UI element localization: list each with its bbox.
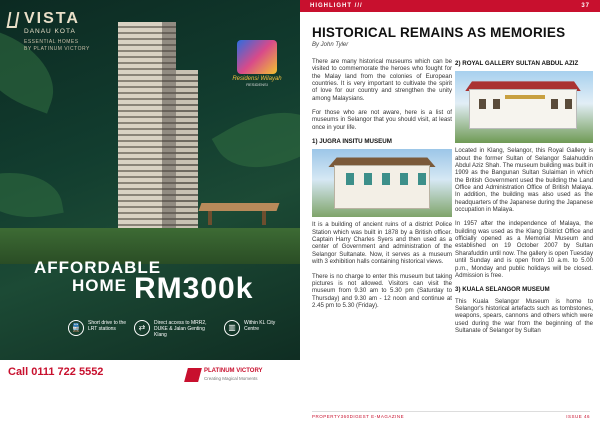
city-icon: ▥ <box>224 320 240 336</box>
platinum-victory-icon <box>184 368 202 382</box>
road-icon: ⇄ <box>134 320 150 336</box>
palm-leaf-decor <box>212 89 300 191</box>
vista-logo <box>10 10 90 52</box>
intro-paragraph: There are many historical museums which can be visited to commemorate the heroes who fought for the Malay land from the colonies of European countries. It is very important to cultivate the spirit of love for our country and strengthen the unity among Malaysians. <box>312 58 452 102</box>
page-footer <box>312 411 590 419</box>
body-paragraph: Located in Klang, Selangor, this Royal Gallery is about the former Sultan of Selangor Salahuddin Abdul Aziz Shah. The museum building was built in 1909 as the Bangunan Sultan Sulaiman in which the British Government used the building the Land Office and Administration Office of British Malaya. In addition, the building was also used as the headquarters of the Japanese during the Japanese occupation in Malaya. <box>455 147 593 214</box>
ad-footer <box>0 360 300 424</box>
call-number[interactable]: Call 0111 722 5552 <box>8 366 104 378</box>
section-heading: 1) JUGRA INSITU MUSEUM <box>312 138 392 146</box>
intro-paragraph: For those who are not aware, here is a list of museums in Selangor that you should visit, at least once in your life. <box>312 109 452 131</box>
feature-text: Direct access to MRR2, DUKE & Jalan Genting Klang <box>154 320 207 338</box>
residensi-logo-subtext: RESIDENSI <box>246 82 268 87</box>
article-column-2 <box>455 58 593 341</box>
brand-subname: DANAU KOTA <box>24 28 76 35</box>
body-paragraph: There is no charge to enter this museum but taking pictures is not allowed. Visitors can visit the museum from 9.30 am to 5.30 pm (Saturday to Thursday) and 9.30 am - 12 noon and continue at 2.45 pm to 5.30 (Friday). <box>312 272 452 309</box>
brand-tagline: ESSENTIAL HOMES <box>24 39 79 45</box>
residensi-logo-icon <box>237 40 277 74</box>
royal-gallery-photo <box>455 71 593 143</box>
residensi-logo <box>228 40 286 92</box>
palm-leaf-decor <box>0 163 64 226</box>
section-header-bar <box>300 0 600 12</box>
picnic-bench-image <box>200 195 278 225</box>
feature-road-access <box>134 320 214 338</box>
section-heading: 3) KUALA SELANGOR MUSEUM <box>455 286 550 294</box>
headline-line-1: AFFORDABLE <box>34 258 162 277</box>
feature-text: Within KL City Centre <box>244 320 276 332</box>
article-author: By John Tyler <box>312 42 349 48</box>
brand-tagline: BY PLATINUM VICTORY <box>24 46 90 52</box>
price-label: RM300k <box>134 272 254 305</box>
body-paragraph: In 1957 after the independence of Malaya, the building was used as the Klang District Office and officially opened as a Memorial Museum and established on 19 October 2007 by Sultan Sharafuddin until now. The gallery is open Tuesday until Sunday and is open from 10 a.m. to 5.00 p.m., Monday and public holidays will be closed. Admission is free. <box>455 220 593 279</box>
page-number: 37 <box>581 3 590 9</box>
train-icon: 🚆 <box>68 320 84 336</box>
magazine-name: PROPERTY360DIGEST E-MAGAZINE <box>312 414 405 419</box>
feature-text: Short drive to the LRT stations <box>88 320 127 332</box>
feature-lrt <box>68 320 130 336</box>
company-name: PLATINUM VICTORY <box>204 368 263 374</box>
residensi-logo-text: Residensi Wilayah <box>232 76 282 82</box>
article-title: HISTORICAL REMAINS AS MEMORIES <box>312 25 566 40</box>
body-paragraph: It is a building of ancient ruins of a district Police Station which was built in 1878 by a British officer. Captain Harry Charles Syers and then used as a center of Government and administration of the Selangor Sultanate. Now, it serves as a museum with 3 exhibition halls containing historical views. <box>312 221 452 266</box>
company-tagline: Creating Magical Moments <box>204 376 258 381</box>
issue-number: ISSUE 46 <box>566 414 590 419</box>
platinum-victory-logo <box>186 368 263 382</box>
section-heading: 2) ROYAL GALLERY SULTAN ABDUL AZIZ <box>455 60 579 67</box>
brand-name: VISTA <box>24 10 80 27</box>
headline-line-2: HOME <box>72 276 127 295</box>
article-column-1 <box>312 58 452 316</box>
article-page <box>300 0 600 424</box>
jugra-museum-photo <box>312 149 452 217</box>
body-paragraph: This Kuala Selangor Museum is home to Selangor's historical artefacts such as tombstones, weapons, spears, cannons and others which were used during the war from the beginning of the Sultanate of Selangor by Sultan <box>455 297 593 334</box>
section-label: HIGHLIGHT /// <box>310 3 363 9</box>
feature-city-centre <box>224 320 284 336</box>
residential-tower-image <box>118 22 176 260</box>
